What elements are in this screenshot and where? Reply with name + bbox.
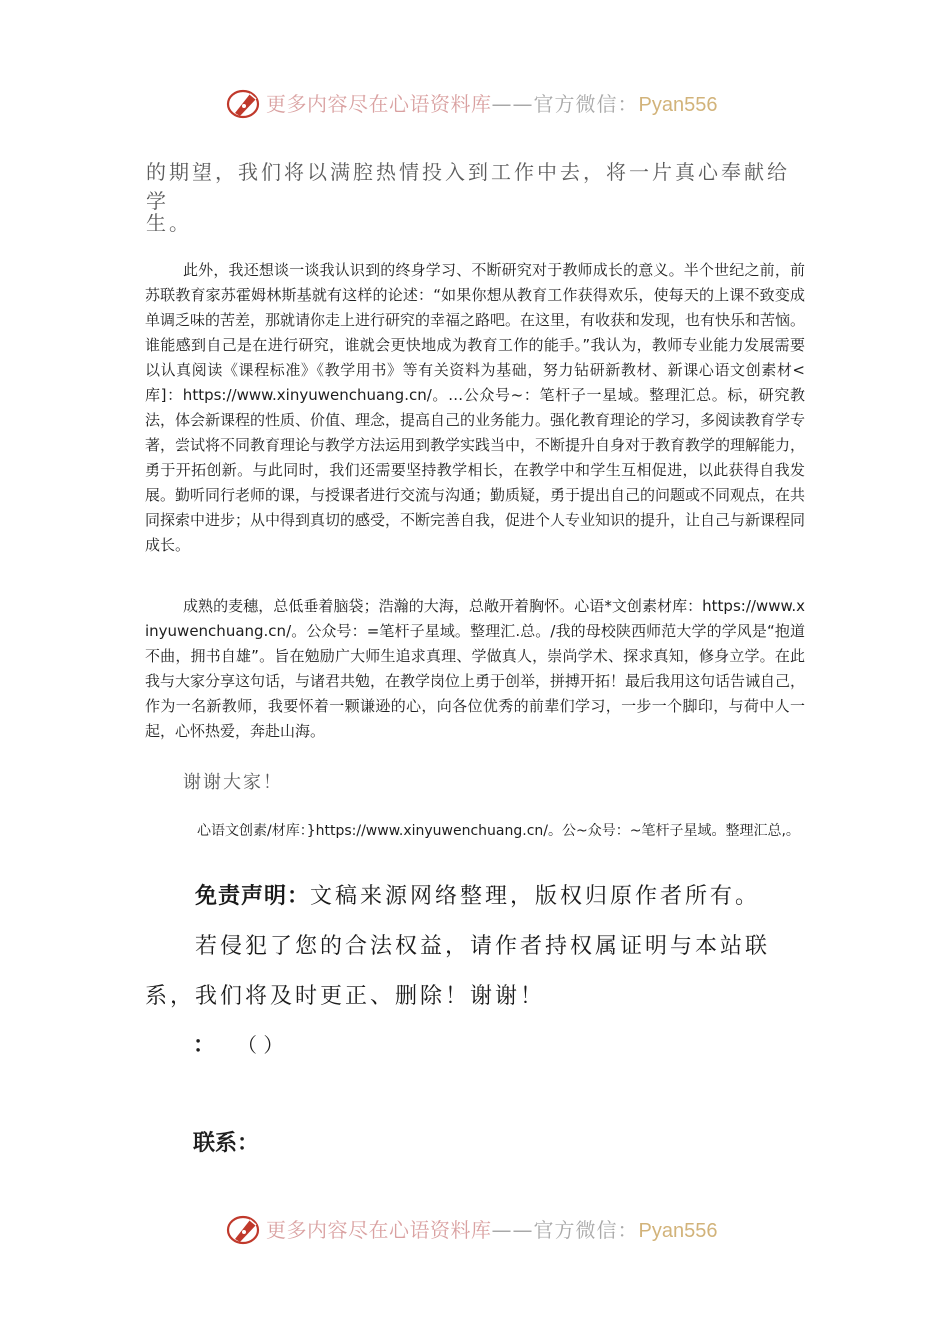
banner-dash: ——	[491, 92, 534, 116]
pen-nib-logo-icon	[226, 86, 264, 122]
disclaimer-line1: 文稿来源网络整理，版权归原作者所有。	[310, 884, 761, 909]
continued-paragraph-line1: 的期望，我们将以满腔热情投入到工作中去，将一片真心奉献给学	[146, 160, 790, 213]
banner-wx-id: Pyan556	[638, 1220, 718, 1242]
banner-text	[266, 1216, 717, 1245]
colon-mark: ：	[193, 1033, 216, 1058]
colon-row	[193, 1028, 283, 1059]
banner-wx-id: Pyan556	[638, 94, 718, 116]
paragraph-closing: 成熟的麦穗，总低垂着脑袋；浩瀚的大海，总敞开着胸怀。心语*文创素材库：https://www.xinyuwenchuang.cn/。公众号：=笔杆子星域。整理汇.总。/我的母校陕西师范大学的学风是“抱道不曲，拥书自雄”。旨在勉励广大师生追求真理、学做真人，崇尚学术、探求真知，修身立学。在此我与大家分享这句话，与诸君共勉，在教学岗位上勇于创举，拼搏开拓！最后我用这句话告诫自己，作为一名新教师，我要怀着一颗谦逊的心，向各位优秀的前辈们学习，一步一个脚印，与荷中人一起，心怀热爱，奔赴山海。	[145, 597, 806, 740]
footer-banner	[0, 1208, 950, 1252]
header-banner	[0, 82, 950, 126]
banner-text	[266, 90, 717, 119]
banner-wx-label: 官方微信：	[533, 1218, 639, 1242]
thanks-text: 谢谢大家！	[183, 772, 283, 793]
disclaimer-label: 免责声明：	[195, 884, 311, 909]
banner-wx-label: 官方微信：	[533, 92, 639, 116]
empty-parentheses: （ ）	[247, 1033, 284, 1057]
source-note: 心语文创素/材库：}https://www.xinyuwenchuang.cn/。公~众号：~笔杆子星域。整理汇总,。	[197, 823, 800, 839]
paragraph-lifelong-learning: 此外，我还想谈一谈我认识到的终身学习、不断研究对于教师成长的意义。半个世纪之前，前苏联教育家苏霍姆林斯基就有这样的论述：“如果你想从教育工作获得欢乐，使每天的上课不致变成单调乏味的苦差，那就请你走上进行研究的幸福之路吧。在这里，有收获和发现，也有快乐和苦恼。谁能感到自己是在进行研究，谁就会更快地成为教育工作的能手。”我认为，教师专业能力发展需要以认真阅读《课程标准》《教学用书》等有关资料为基础，努力钻研新教材、新课心语文创素材<库]：https://www.xinyuwenchuang.cn/。…公众号~：笔杆子一星域。整理汇总。标，研究教法，体会新课程的性质、价值、理念，提高自己的业务能力。强化教育理论的学习，多阅读教育学专著，尝试将不同教育理论与教学方法运用到教学实践当中，不断提升自身对于教育教学的理解能力，勇于开拓创新。与此同时，我们还需要坚持教学相长，在教学中和学生互相促进，以此获得自我发展。勤听同行老师的课，与授课者进行交流与沟通；勤质疑，勇于提出自己的问题或不同观点，在共同探索中进步；从中得到真切的感受，不断完善自我，促进个人专业知识的提升，让自己与新课程同成长。	[145, 261, 806, 554]
pen-nib-logo-icon	[226, 1212, 264, 1248]
banner-main-text: 更多内容尽在心语资料库	[266, 1218, 492, 1242]
banner-dash: ——	[491, 1218, 534, 1242]
banner-main-text: 更多内容尽在心语资料库	[266, 92, 492, 116]
continued-paragraph-line2: 生。	[146, 211, 192, 235]
contact-label: 联系：	[193, 1131, 260, 1156]
disclaimer	[145, 872, 810, 1022]
disclaimer-line2: 若侵犯了您的合法权益，请作者持权属证明与本站联系，我们将及时更正、删除！谢谢！	[145, 934, 771, 1009]
